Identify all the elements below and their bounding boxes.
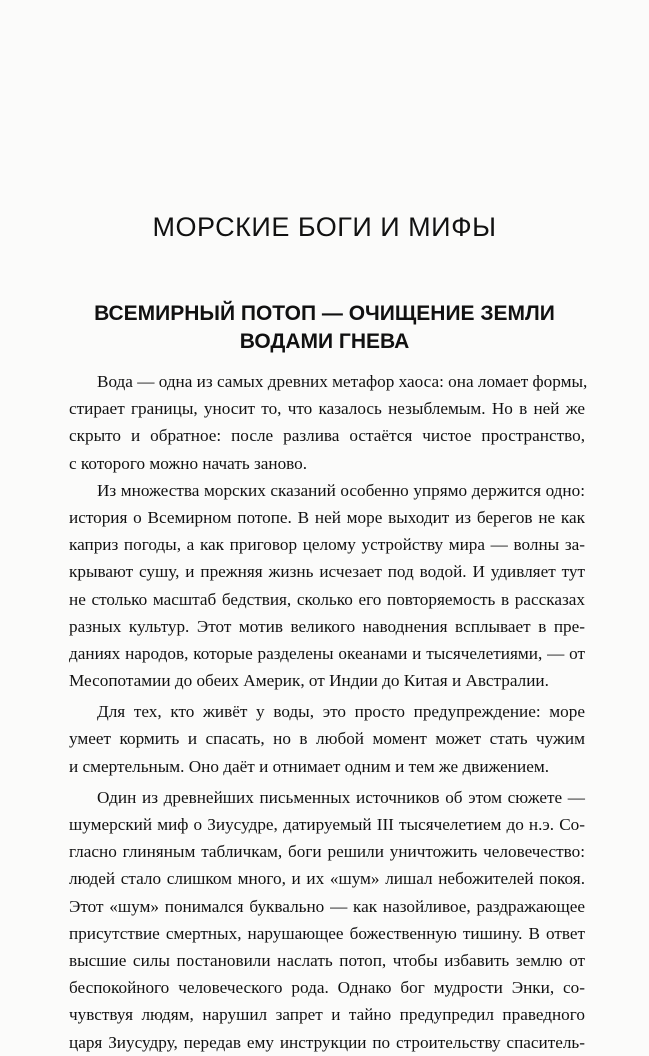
text-line: Для тех, кто живёт у воды, это просто предупреждение: море — [97, 702, 585, 722]
section-title-line-2: ВОДАМИ ГНЕВА — [239, 330, 410, 353]
text-line: и смертельным. Оно даёт и отнимает одним и тем же движением. — [69, 756, 549, 776]
text-line: шумерский миф о Зиусудре, датируемый III тысячелетием до н.э. Со- — [69, 815, 585, 834]
text-line: гласно глиняным табличкам, боги решили уничтожить человечество: — [69, 842, 585, 862]
text-line: разных культур. Этот мотив великого наводнения всплывает в пре- — [69, 616, 585, 636]
body-text — [69, 368, 588, 1056]
section-title — [0, 300, 649, 356]
text-line: каприз погоды, а как приговор целому устройству мира — волны за- — [69, 535, 585, 555]
chapter-title: МОРСКИЕ БОГИ И МИФЫ — [152, 212, 497, 242]
paragraph — [69, 477, 585, 695]
text-line: присутствие смертных, нарушающее божественную тишину. В ответ — [69, 923, 585, 943]
text-line: умеет кормить и спасать, но в любой момент может стать чужим — [69, 729, 585, 749]
paragraph — [69, 368, 588, 477]
paragraph — [69, 698, 585, 780]
text-line: даниях народов, которые разделены океанами и тысячелетиями, — от — [69, 643, 585, 663]
text-line: беспокойного человеческого рода. Однако бог мудрости Энки, со- — [69, 978, 585, 998]
text-line: Месопотамии до обеих Америк, от Индии до Китая и Австралии. — [69, 671, 549, 691]
text-line: не столько масштаб бедствия, сколько его повторяемость в рассказах — [69, 589, 585, 609]
text-line: с которого можно начать заново. — [69, 453, 308, 473]
text-line: Один из древнейших письменных источников об этом сюжете — — [97, 787, 585, 807]
text-line: чувствуя людям, нарушил запрет и тайно предупредил праведного — [69, 1005, 585, 1025]
text-line: царя Зиусудру, передав ему инструкции по строительству спаситель- — [69, 1032, 585, 1052]
text-line: Из множества морских сказаний особенно упрямо держится одно: — [97, 480, 585, 500]
text-line: крывают сушу, и прежняя жизнь исчезает под водой. И удивляет тут — [69, 562, 585, 582]
text-line: скрыто и обратное: после разлива остаётся чистое пространство, — [69, 426, 585, 446]
text-line: людей стало слишком много, и их «шум» лишал небожителей покоя. — [69, 869, 585, 889]
text-line: история о Всемирном потопе. В ней море выходит из берегов не как — [69, 507, 585, 527]
text-line: высшие силы постановили наслать потоп, чтобы избавить землю от — [69, 950, 585, 970]
text-line: стирает границы, уносит то, что казалось незыблемым. Но в ней же — [69, 399, 585, 419]
paragraph — [69, 784, 585, 1056]
section-title-line-1: ВСЕМИРНЫЙ ПОТОП — ОЧИЩЕНИЕ ЗЕМЛИ — [94, 302, 555, 325]
text-line: Вода — одна из самых древних метафор хаоса: она ломает формы, — [97, 372, 588, 391]
text-line: Этот «шум» понимался буквально — как назойливое, раздражающее — [69, 896, 585, 916]
